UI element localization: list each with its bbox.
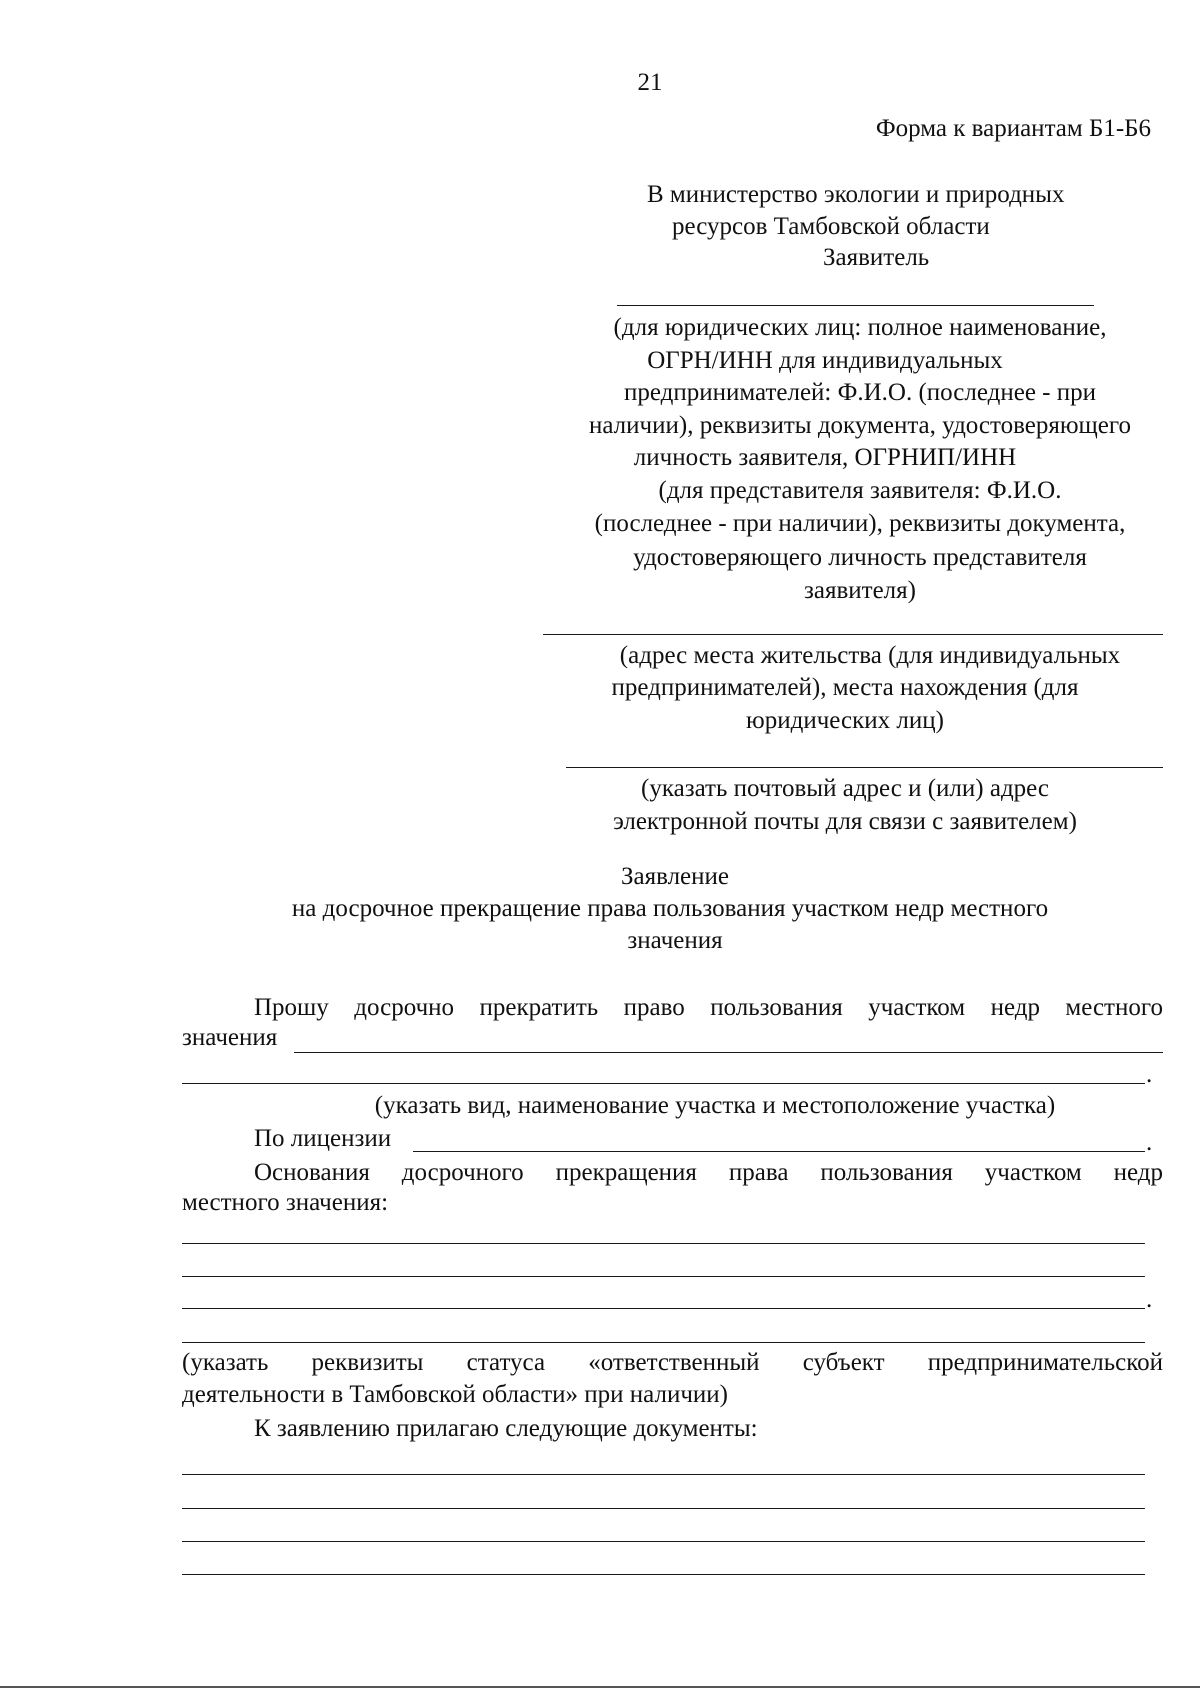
applicant-name-field[interactable] (617, 305, 1094, 306)
attachment-line-1[interactable] (182, 1474, 1145, 1475)
applicant-hint-line: (для юридических лиц: полное наименование, (613, 314, 1107, 341)
address-field[interactable] (543, 634, 1163, 635)
contact-hint-line: электронной почты для связи с заявителем) (613, 808, 1077, 835)
license-field[interactable] (413, 1151, 1145, 1152)
grounds-field-line-1[interactable] (182, 1243, 1145, 1244)
document-subtitle-end: значения (627, 927, 723, 954)
address-hint-line: предпринимателей), места нахождения (для (611, 674, 1079, 701)
address-hint-line: юридических лиц) (746, 707, 944, 734)
applicant-hint-line: (последнее - при наличии), реквизиты документа, (594, 510, 1126, 537)
attachment-line-3[interactable] (182, 1541, 1145, 1542)
applicant-hint-line: удостоверяющего личность представителя (633, 544, 1087, 571)
applicant-hint-line: личность заявителя, ОГРНИП/ИНН (633, 444, 1017, 471)
contact-hint-line: (указать почтовый адрес и (или) адрес (641, 775, 1049, 802)
period: . (1146, 1286, 1153, 1313)
status-hint-cont: деятельности в Тамбовской области» при наличии) (182, 1381, 728, 1408)
attachments-label: К заявлению прилагаю следующие документы: (254, 1415, 758, 1442)
site-hint: (указать вид, наименование участка и местоположение участка) (374, 1092, 1056, 1119)
applicant-hint-line: заявителя) (804, 577, 916, 604)
contact-field[interactable] (566, 767, 1163, 768)
document-title: Заявление (620, 863, 730, 890)
grounds-field-line-2[interactable] (182, 1276, 1145, 1277)
site-field-line-2[interactable] (182, 1083, 1145, 1084)
grounds-text: Основания досрочного прекращения права пользования участком недр (254, 1159, 1163, 1186)
document-subtitle: на досрочное прекращение права пользования участком недр местного (291, 895, 1049, 922)
period: . (1146, 1129, 1153, 1156)
applicant-hint-line: наличии), реквизиты документа, удостоверяющего (588, 412, 1132, 439)
scan-edge-line (0, 1686, 1200, 1688)
status-field[interactable] (182, 1342, 1145, 1343)
form-label: Форма к вариантам Б1-Б6 (875, 115, 1151, 142)
attachment-line-2[interactable] (182, 1508, 1145, 1509)
request-text-cont: значения (182, 1024, 278, 1051)
status-hint: (указать реквизиты статуса «ответственный субъект предпринимательской (182, 1349, 1163, 1376)
addressee-line-1: В министерство экологии и природных (647, 181, 1065, 208)
address-hint-line: (адрес места жительства (для индивидуальных (619, 642, 1121, 669)
site-field-line-1[interactable] (294, 1052, 1163, 1053)
grounds-text-cont: местного значения: (182, 1189, 389, 1216)
applicant-hint-line: ОГРН/ИНН для индивидуальных (647, 347, 1003, 374)
license-label: По лицензии (254, 1125, 392, 1152)
period: . (1146, 1061, 1153, 1088)
request-text: Прошу досрочно прекратить право пользования участком недр местного (254, 994, 1163, 1021)
grounds-field-line-3[interactable] (182, 1308, 1145, 1309)
applicant-hint-line: предпринимателей: Ф.И.О. (последнее - при (623, 379, 1097, 406)
applicant-hint-line: (для представителя заявителя: Ф.И.О. (658, 477, 1062, 504)
page-number: 21 (637, 69, 663, 96)
attachment-line-4[interactable] (182, 1574, 1145, 1575)
addressee-line-2: ресурсов Тамбовской области (672, 213, 990, 240)
applicant-label: Заявитель (823, 244, 930, 271)
